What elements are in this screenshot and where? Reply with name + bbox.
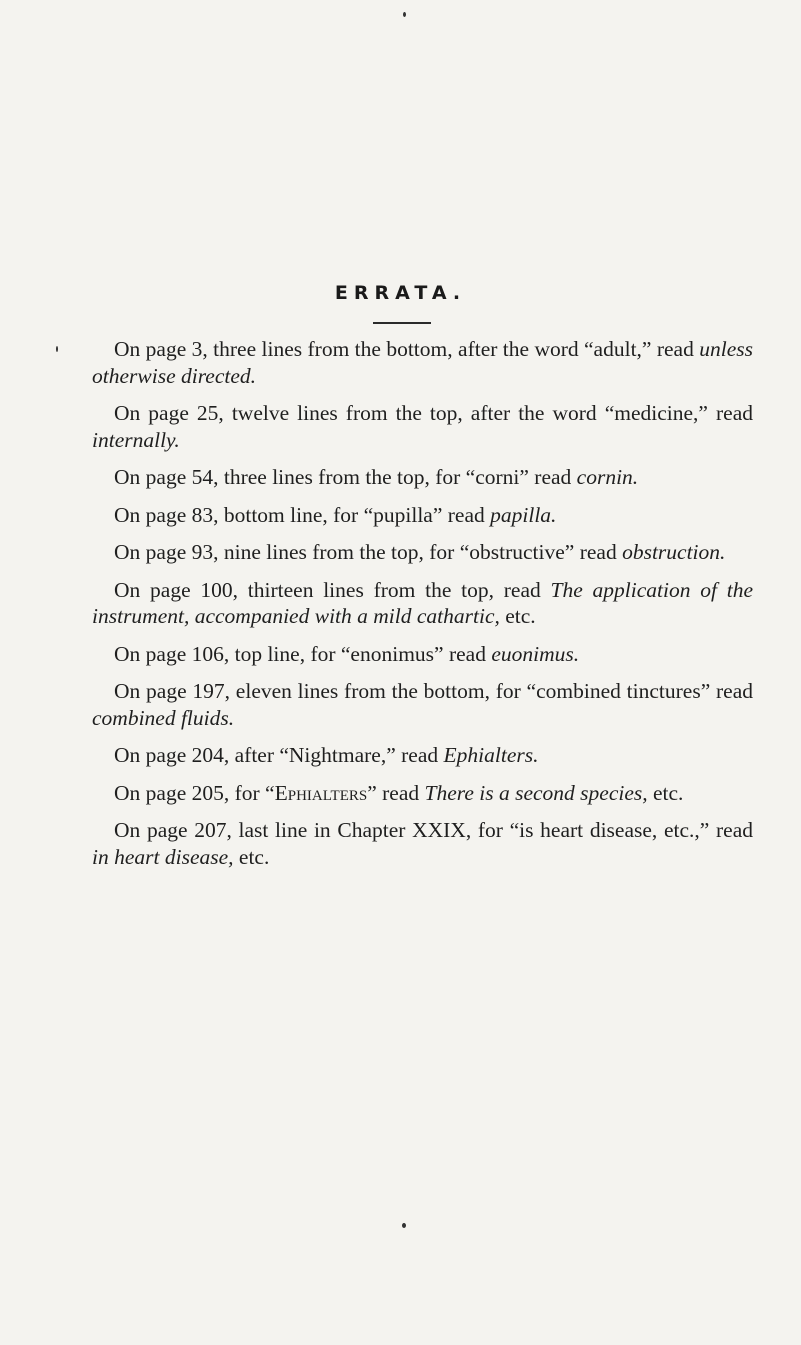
ink-speck: [402, 1223, 406, 1228]
errata-entry: On page 106, top line, for “enonimus” read euonimus.: [114, 641, 580, 666]
errata-entry: On page 83, bottom line, for “pupilla” read papilla.: [114, 502, 557, 527]
errata-entry: On page 204, after “Nightmare,” read Ephialters.: [114, 743, 539, 767]
page-title: ERRATA.: [334, 282, 467, 304]
errata-entry: On page 197, eleven lines from the bottom, for “combined tinctures” read combined fluids.: [92, 679, 753, 730]
title-rule: [373, 322, 431, 324]
errata-entry: On page 100, thirteen lines from the top, read The application of the instrument, accompanied with a mild cathartic, etc.: [92, 577, 753, 628]
errata-entry: On page 25, twelve lines from the top, after the word “medicine,” read internally.: [92, 401, 753, 452]
errata-entry: On page 205, for “Ephialters” read There is a second species, etc.: [114, 780, 684, 805]
errata-entry: On page 54, three lines from the top, for “corni” read cornin.: [114, 465, 639, 489]
ink-speck: [56, 346, 58, 352]
ink-speck: [403, 12, 406, 17]
errata-list: [92, 336, 753, 881]
errata-entry: On page 93, nine lines from the top, for “obstructive” read obstruction.: [114, 540, 726, 564]
errata-entry: On page 207, last line in Chapter XXIX, for “is heart disease, etc.,” read in heart disease, etc.: [92, 818, 753, 869]
errata-entry: On page 3, three lines from the bottom, after the word “adult,” read unless otherwise directed.: [92, 337, 753, 388]
